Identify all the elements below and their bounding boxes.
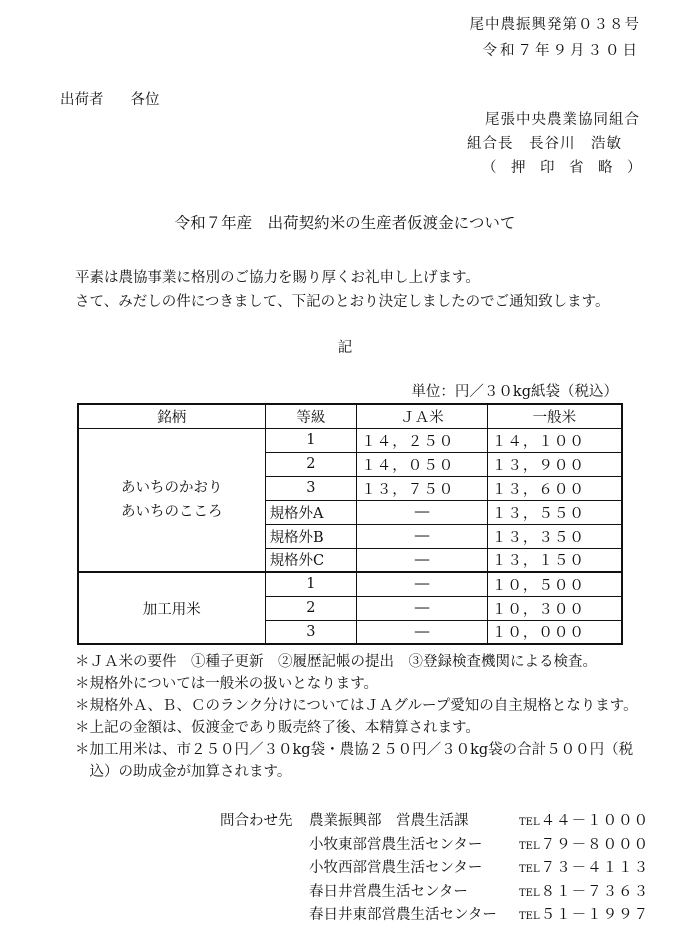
general-price-cell: １０，０００	[487, 620, 622, 644]
table-row	[78, 572, 622, 596]
document-number: 尾中農振興発第０３８号	[469, 17, 640, 33]
contact-phone	[519, 833, 649, 854]
contact-entry	[309, 809, 650, 833]
header-brand: 銘柄	[78, 404, 265, 428]
phone-number: ４４－１０００	[540, 813, 650, 829]
ja-price-cell: ―	[357, 500, 488, 524]
brand-cell-processing-rice: 加工用米	[78, 572, 265, 644]
price-table	[77, 403, 623, 645]
note-line: ＊規格外Ａ、Ｂ、Ｃのランク分けについてはＪＡグループ愛知の自主規格となります。	[75, 698, 638, 714]
tel-mark: TEL	[519, 887, 540, 899]
contact-phone	[519, 880, 649, 901]
brand-name-kaori: あいちのかおり	[121, 479, 223, 496]
contact-phone	[519, 903, 649, 924]
contact-dept: 春日井営農生活センター	[309, 883, 468, 900]
tel-mark: TEL	[519, 817, 540, 828]
grade-cell: 3	[265, 620, 357, 644]
general-price-cell: １０，５００	[487, 572, 622, 596]
header-grade: 等級	[265, 404, 357, 428]
general-price-cell: １３，１５０	[487, 548, 622, 572]
ja-price-cell: １４，２５０	[357, 428, 488, 452]
grade-cell: 1	[265, 572, 357, 596]
ja-price-cell: ―	[357, 596, 488, 620]
contact-dept: 小牧東部営農生活センター	[309, 836, 483, 853]
grade-cell: 1	[265, 428, 357, 452]
contact-dept: 小牧西部営農生活センター	[309, 860, 483, 877]
table-row	[78, 428, 622, 452]
contact-entry	[309, 833, 650, 857]
sender-representative: 組合長 長谷川 浩敏	[467, 136, 622, 152]
note-line: ＊加工用米は、市２５０円／３０kg袋・農協２５０円／３０kg袋の合計５００円（税	[75, 742, 634, 758]
ja-price-cell: ―	[357, 524, 488, 548]
note-line: ＊規格外については一般米の扱いとなります。	[75, 676, 379, 692]
general-price-cell: １３，３５０	[487, 524, 622, 548]
ja-price-cell: ―	[357, 548, 488, 572]
contact-list	[309, 809, 650, 927]
general-price-cell: １３，５５０	[487, 500, 622, 524]
note-line: 込）の助成金が加算されます。	[75, 764, 292, 780]
contact-entry	[309, 880, 650, 904]
ja-price-cell: ―	[357, 572, 488, 596]
table-header-row	[78, 404, 622, 428]
grade-cell: 規格外B	[265, 524, 357, 548]
table-unit-note: 単位：円／３０kg紙袋（税込）	[411, 384, 618, 400]
phone-number: ７９－８０００	[540, 836, 650, 853]
header-ja-rice: ＪＡ米	[357, 404, 488, 428]
body-line-1: 平素は農協事業に格別のご協力を賜り厚くお礼申し上げます。	[75, 270, 480, 286]
phone-number: ８１－７３６３	[540, 883, 650, 900]
ki-mark: 記	[337, 340, 353, 356]
recipient-label: 出荷者	[60, 92, 104, 108]
tel-mark: TEL	[519, 911, 540, 923]
recipient	[60, 88, 160, 109]
contact-entry	[309, 856, 650, 880]
contact-label: 問合わせ先	[220, 813, 293, 829]
phone-number: ５１－１９９７	[540, 907, 650, 924]
brand-name-kokoro: あいちのこころ	[121, 503, 223, 520]
tel-mark: TEL	[519, 864, 540, 876]
ja-price-cell: １３，７５０	[357, 476, 488, 500]
general-price-cell: １３，９００	[487, 452, 622, 476]
notes-section	[75, 651, 655, 783]
seal-omitted-note: （ 押 印 省 略 ）	[482, 160, 642, 176]
general-price-cell: １３，６００	[487, 476, 622, 500]
grade-cell: 2	[265, 452, 357, 476]
general-price-cell: １４，１００	[487, 428, 622, 452]
tel-mark: TEL	[519, 840, 540, 852]
ja-price-cell: ―	[357, 620, 488, 644]
grade-cell: 規格外C	[265, 548, 357, 572]
note-line: ＊ＪＡ米の要件 ①種子更新 ②履歴記帳の提出 ③登録検査機関による検査。	[75, 654, 597, 670]
brand-cell-aichi	[78, 428, 265, 572]
grade-cell: 2	[265, 596, 357, 620]
phone-number: ７３－４１１３	[540, 860, 650, 877]
sender-organization: 尾張中央農業協同組合	[485, 112, 640, 128]
grade-cell: 規格外A	[265, 500, 357, 524]
contact-phone	[519, 809, 649, 830]
ja-price-cell: １４，０５０	[357, 452, 488, 476]
contact-dept: 春日井東部営農生活センター	[309, 907, 497, 924]
recipient-honorific: 各位	[130, 92, 160, 108]
header-general-rice: 一般米	[487, 404, 622, 428]
contact-phone	[519, 856, 649, 877]
grade-cell: 3	[265, 476, 357, 500]
contact-dept: 農業振興部 営農生活課	[309, 813, 469, 829]
note-line: ＊上記の金額は、仮渡金であり販売終了後、本精算されます。	[75, 720, 480, 736]
body-line-2: さて、みだしの件につきまして、下記のとおり決定しましたのでご通知致します。	[75, 294, 610, 310]
general-price-cell: １０，３００	[487, 596, 622, 620]
subject-title: 令和７年産 出荷契約米の生産者仮渡金について	[174, 214, 516, 232]
document-date: 令和７年９月３０日	[482, 43, 640, 59]
contact-entry	[309, 903, 650, 927]
